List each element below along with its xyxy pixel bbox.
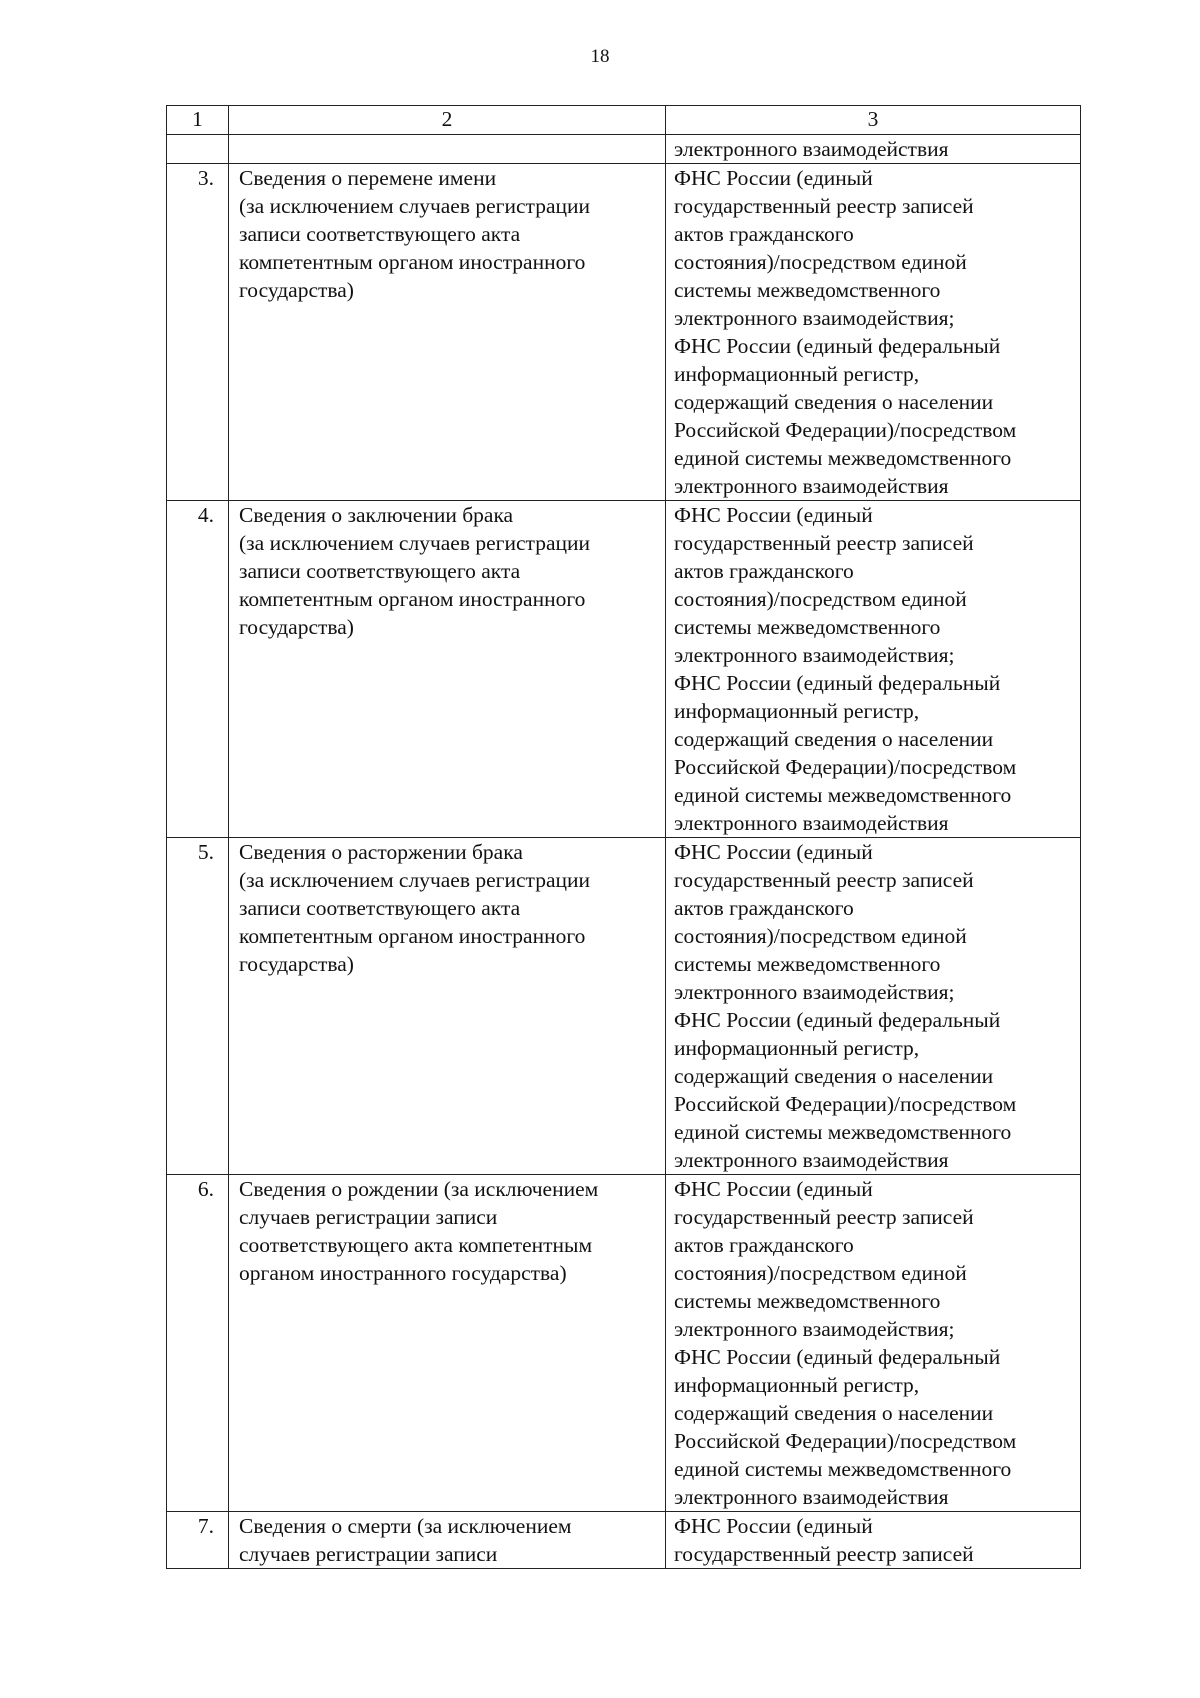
row-source: электронного взаимодействия [666,135,1081,164]
row-number [167,135,229,164]
row-source: ФНС России (единый государственный реестр записей актов гражданского состояния)/посредством единой системы межведомственного электронного взаимодействия; ФНС России (единый федеральный информационный регистр, содержащий сведения о населении Российской Федерации)/посредством единой системы межведомственного электронного взаимодействия [666,501,1081,838]
table-row [167,1175,1081,1512]
row-number: 3. [167,164,229,501]
row-information: Сведения о рождении (за исключением случаев регистрации записи соответствующего акта компетентным органом иностранного государства) [229,1175,666,1512]
row-information: Сведения о заключении брака (за исключением случаев регистрации записи соответствующего акта компетентным органом иностранного государства) [229,501,666,838]
column-header-source: 3 [666,106,1081,135]
table-header-row [167,106,1081,135]
data-table [166,105,1081,1569]
column-header-information: 2 [229,106,666,135]
row-information: Сведения о перемене имени (за исключением случаев регистрации записи соответствующего акта компетентным органом иностранного государства) [229,164,666,501]
row-number: 6. [167,1175,229,1512]
table-row [167,501,1081,838]
table-row [167,838,1081,1175]
row-number: 7. [167,1512,229,1569]
table-row [167,164,1081,501]
row-information: Сведения о расторжении брака (за исключением случаев регистрации записи соответствующего акта компетентным органом иностранного государства) [229,838,666,1175]
row-source: ФНС России (единый государственный реестр записей актов гражданского состояния)/посредством единой системы межведомственного электронного взаимодействия; ФНС России (единый федеральный информационный регистр, содержащий сведения о населении Российской Федерации)/посредством единой системы межведомственного электронного взаимодействия [666,838,1081,1175]
table-row [167,1512,1081,1569]
row-source: ФНС России (единый государственный реестр записей [666,1512,1081,1569]
row-source: ФНС России (единый государственный реестр записей актов гражданского состояния)/посредством единой системы межведомственного электронного взаимодействия; ФНС России (единый федеральный информационный регистр, содержащий сведения о населении Российской Федерации)/посредством единой системы межведомственного электронного взаимодействия [666,1175,1081,1512]
column-header-number: 1 [167,106,229,135]
row-source: ФНС России (единый государственный реестр записей актов гражданского состояния)/посредством единой системы межведомственного электронного взаимодействия; ФНС России (единый федеральный информационный регистр, содержащий сведения о населении Российской Федерации)/посредством единой системы межведомственного электронного взаимодействия [666,164,1081,501]
row-number: 5. [167,838,229,1175]
page-number: 18 [590,46,610,67]
row-number: 4. [167,501,229,838]
table-row-continuation [167,135,1081,164]
row-information: Сведения о смерти (за исключением случаев регистрации записи [229,1512,666,1569]
row-information [229,135,666,164]
